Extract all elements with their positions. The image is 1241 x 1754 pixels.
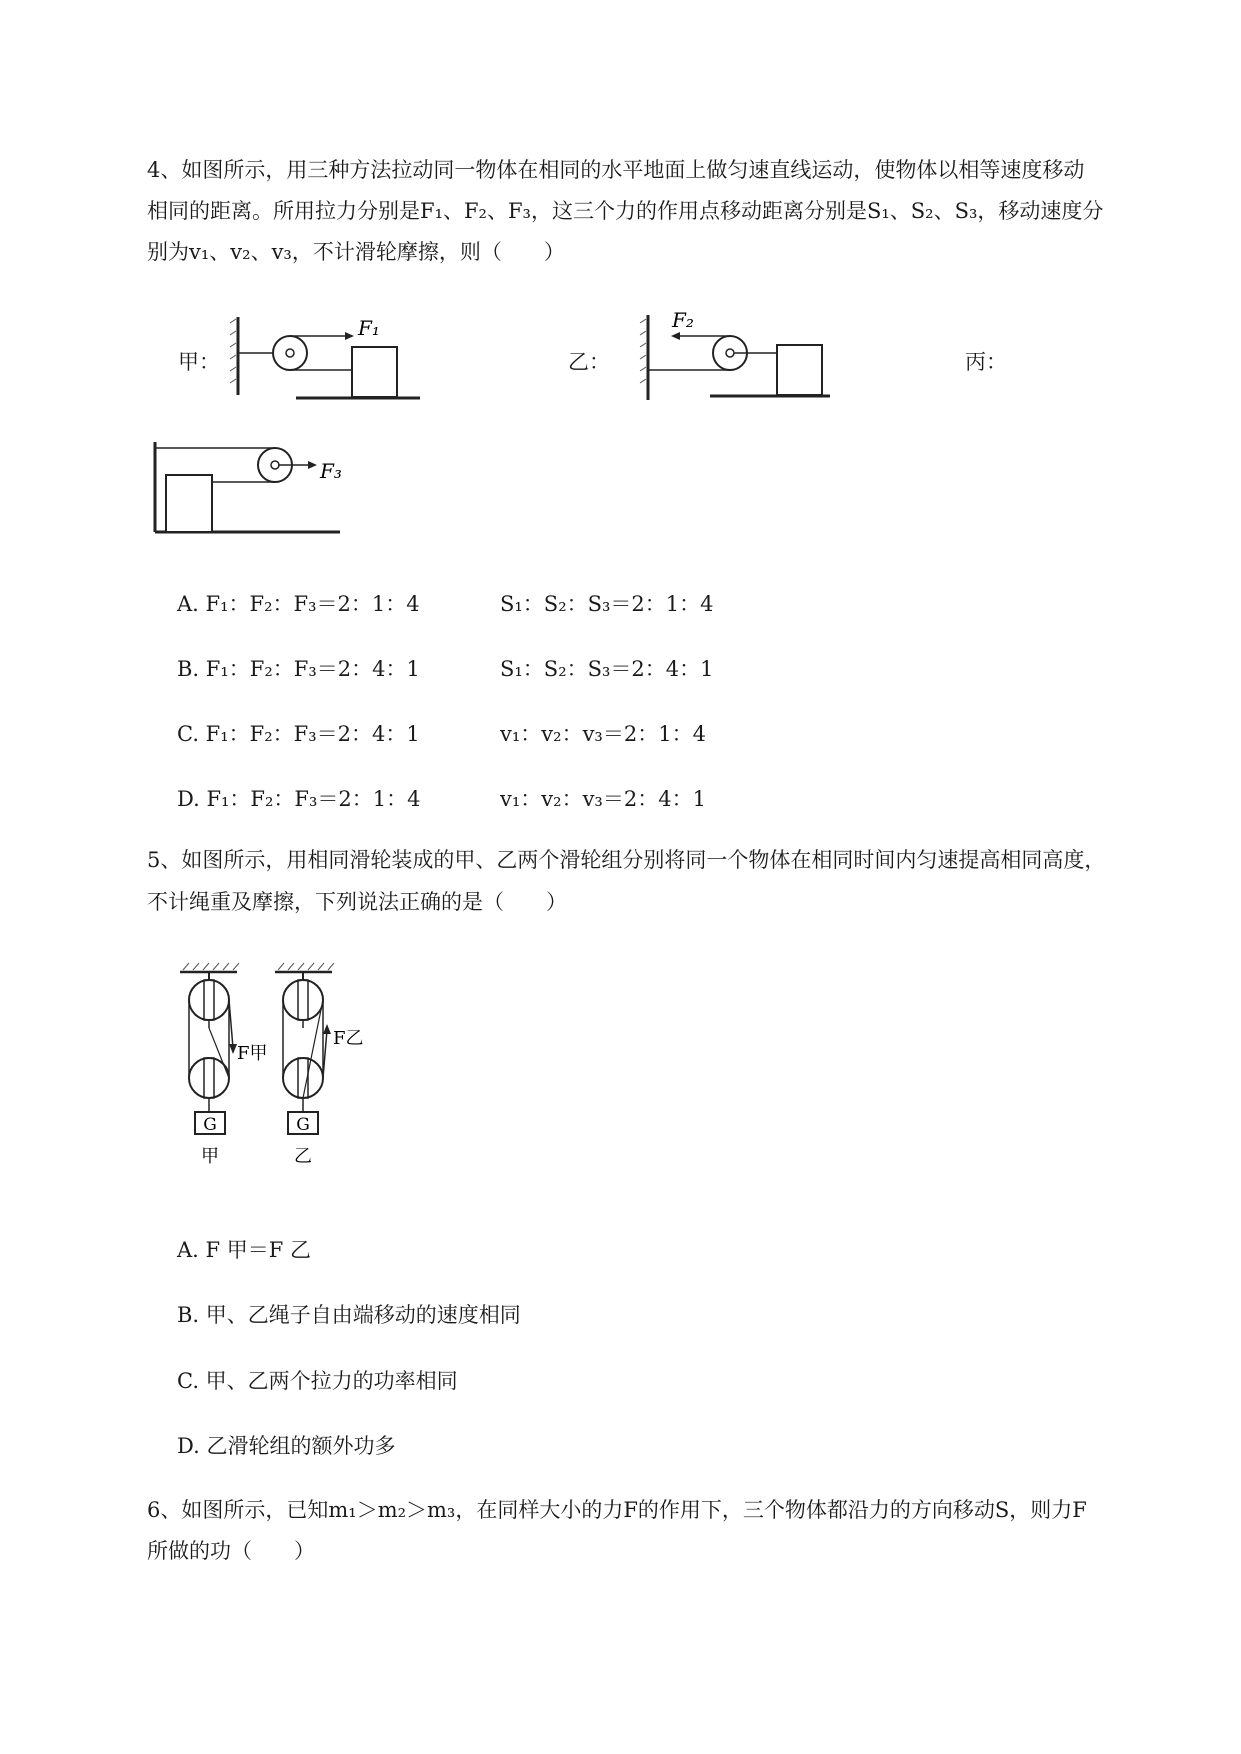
q4-option-c-right: v₁：v₂：v₃＝2：1：4 <box>500 722 706 746</box>
weight-label-g-jia: G <box>203 1115 217 1135</box>
figure-label-yi: 乙： <box>568 350 610 374</box>
figure-label-yi-5: 乙 <box>294 1146 312 1167</box>
weight-label-g-yi: G <box>296 1115 310 1135</box>
figure-label-jia: 甲： <box>178 350 220 374</box>
q4-text-line-2: 相同的距离。所用拉力分别是F₁、F₂、F₃，这三个力的作用点移动距离分别是S₁、S₂、S₃，移动速度分 <box>147 199 1104 223</box>
force-label-f-jia: F甲 <box>237 1043 268 1064</box>
figure-label-bing: 丙： <box>965 350 1007 374</box>
q5-option-a[interactable]: A. F 甲＝F 乙 <box>177 1238 312 1262</box>
q4-option-d-right: v₁：v₂：v₃＝2：4：1 <box>500 787 706 811</box>
pulley-block-diagram <box>175 960 405 1190</box>
q4-option-c[interactable]: C. F₁：F₂：F₃＝2：4：1 <box>177 722 420 746</box>
q4-text-line-1: 4、如图所示，用三种方法拉动同一物体在相同的水平地面上做匀速直线运动，使物体以相等速度移动 <box>147 158 1085 182</box>
q4-option-b-right: S₁：S₂：S₃＝2：4：1 <box>500 657 714 681</box>
q4-option-d[interactable]: D. F₁：F₂：F₃＝2：1：4 <box>177 787 421 811</box>
pulley-diagram-jia <box>230 305 430 405</box>
force-label-f2: F₂ <box>672 308 694 332</box>
q4-text-line-3: 别为v₁、v₂、v₃，不计滑轮摩擦，则（ ） <box>147 240 565 264</box>
q6-text-line-2: 所做的功（ ） <box>147 1539 315 1563</box>
q4-option-b[interactable]: B. F₁：F₂：F₃＝2：4：1 <box>177 657 420 681</box>
pulley-diagram-bing <box>150 440 350 540</box>
force-label-f1: F₁ <box>358 316 380 340</box>
force-label-f-yi: F乙 <box>333 1028 364 1049</box>
q5-text-line-1: 5、如图所示，用相同滑轮装成的甲、乙两个滑轮组分别将同一个物体在相同时间内匀速提高相同高度， <box>147 848 1106 872</box>
q4-option-a[interactable]: A. F₁：F₂：F₃＝2：1：4 <box>177 592 420 616</box>
q4-option-a-right: S₁：S₂：S₃＝2：1：4 <box>500 592 714 616</box>
force-label-f3: F₃ <box>320 459 342 483</box>
q5-option-d[interactable]: D. 乙滑轮组的额外功多 <box>177 1434 396 1458</box>
q5-text-line-2: 不计绳重及摩擦，下列说法正确的是（ ） <box>147 890 567 914</box>
q5-option-c[interactable]: C. 甲、乙两个拉力的功率相同 <box>177 1369 458 1393</box>
pulley-diagram-yi <box>640 305 840 405</box>
q5-option-b[interactable]: B. 甲、乙绳子自由端移动的速度相同 <box>177 1303 521 1327</box>
q6-text-line-1: 6、如图所示，已知m₁＞m₂＞m₃，在同样大小的力F的作用下，三个物体都沿力的方向移动S，则力F <box>147 1498 1087 1522</box>
figure-label-jia-5: 甲 <box>201 1146 219 1167</box>
